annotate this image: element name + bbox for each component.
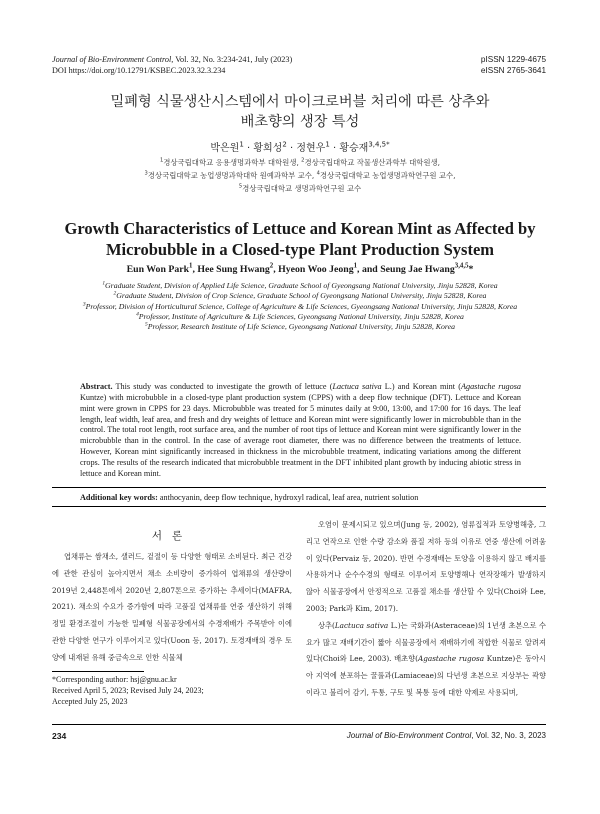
english-affiliation-mark: 3 <box>82 301 86 307</box>
text-run: L.) and Korean mint ( <box>381 382 461 391</box>
english-affiliation-text: Graduate Student, Division of Crop Science, Graduate School of Gyeongsang National University, Jinju 52828, Korea <box>116 291 487 301</box>
text-run: Kuntze) with microbubble in a closed-type plant production system (CPPS) with a deep flow technique (DFT). Lettuce and Korean mint were grown in CPPS for 23 days. Microbubble was treated for 5 minutes daily at 9:00, 13:00, and 17:00 for 16 days. The leaf length, leaf width, leaf area, and fresh and dry weights of lettuce and Korean mint were significantly lower in microbubble than in the control. The total root length, root surface area, and the number of root tips of lettuce and Korean mint were significantly lower in the microbubble than in the control. In the case of average root diameter, there was no difference between the treatments of lettuce. However, Korean mint significantly increased in thickness in the microbubble treatment, indicating variations among the different crops. The results of the research indicated that microbubble treatment in the DFT inhibited plant growth by inducing abiotic stress in lettuce and Korean mint. <box>80 392 521 478</box>
english-affiliation-mark: 1 <box>102 280 106 287</box>
korean-title-line-2: 배초향의 생장 특성 <box>240 114 360 130</box>
abstract <box>80 382 521 480</box>
footnote-rule <box>52 671 144 672</box>
korean-title-line-1: 밀폐형 식물생산시스템에서 마이크로버블 처리에 따른 상추와 <box>110 94 490 110</box>
english-author-separator: , and <box>357 264 381 275</box>
korean-author-affil-mark: 2 <box>282 140 287 149</box>
text-run: 상추( <box>318 620 335 630</box>
english-author-affil-mark: 1 <box>189 262 193 270</box>
footer-rule <box>52 724 546 725</box>
english-affiliation-line <box>58 322 542 332</box>
author-separator: · <box>329 143 340 154</box>
korean-affiliation-text: 경상국립대학교 농업생명과학대학 원예과학부 교수, <box>147 170 317 180</box>
korean-affiliation-text: 경상국립대학교 작물생산과학부 대학원생, <box>304 158 441 167</box>
english-author-name: Hyeon Woo Jeong <box>278 264 354 275</box>
body-paragraph <box>306 618 546 702</box>
korean-author-name: 정현우 <box>296 143 326 154</box>
english-title-line-2: Microbubble in a Closed-type Plant Production System <box>105 239 495 259</box>
korean-affiliation-line <box>40 170 560 183</box>
text-run: This study was conducted to investigate the growth of lettuce ( <box>112 382 333 391</box>
korean-authors <box>40 139 560 154</box>
scientific-name: Agastache rugosa <box>418 654 485 664</box>
text-run: L.)는 국화과(Asteraceae)의 1년생 초본으로 수요가 많고 재배기간이 짧아 식물공장에서 재배하기에 적합한 식물로 알려져 있다(Choi와 Lee, 2003). 배초향( <box>306 620 546 664</box>
korean-affiliation-mark: 3 <box>144 170 148 177</box>
page-number: 234 <box>52 731 67 741</box>
korean-author-name: 황희성 <box>253 143 283 154</box>
journal-header-left <box>52 54 292 76</box>
author-separator: · <box>243 143 254 154</box>
english-author-name: Seung Jae Hwang <box>380 264 455 275</box>
journal-header-right <box>481 54 546 76</box>
corresponding-author: *Corresponding author: hsj@gnu.ac.kr <box>52 675 177 684</box>
english-title <box>30 219 570 260</box>
korean-author-name: 박은원 <box>210 143 240 154</box>
pissn: pISSN 1229-4675 <box>480 55 546 64</box>
english-affiliation-mark: 5 <box>144 321 148 328</box>
korean-affiliation-line <box>40 157 560 170</box>
journal-citation: Journal of Bio-Environment Control, Vol. 32, No. 3:234-241, July (2023) <box>52 55 293 64</box>
scientific-name: Agastache rugosa <box>460 382 522 391</box>
korean-affiliation-text: 경상국립대학교 생명과학연구원 교수 <box>242 183 362 193</box>
english-author-affil-mark: 1 <box>353 262 358 270</box>
accepted-date: Accepted July 25, 2023 <box>52 697 128 706</box>
english-author-name: Eun Won Park <box>126 264 190 275</box>
keywords-label: Additional key words: <box>80 493 158 502</box>
english-author-separator: * <box>468 264 474 275</box>
section-heading-introduction: 서론 <box>151 530 193 542</box>
english-affiliation-text: Professor, Institute of Agriculture & Life Sciences, Gyeongsang National University, Jinju 52828, Korea <box>138 311 464 321</box>
english-author-separator: , <box>273 264 279 275</box>
eissn: eISSN 2765-3641 <box>480 66 546 75</box>
keywords <box>80 493 540 502</box>
body-paragraph <box>52 549 292 667</box>
english-author-separator: , <box>192 264 198 275</box>
english-affiliation-line <box>58 291 542 301</box>
scientific-name: Lactuca sativa <box>334 620 389 630</box>
scientific-name: Lactuca sativa <box>332 382 382 391</box>
english-affiliation-text: Professor, Division of Horticultural Science, College of Agriculture & Life Sciences, Gyeongsang National University, Jinju 52828, Korea <box>85 301 518 311</box>
english-affiliations <box>58 281 542 332</box>
korean-affiliation-text: 경상국립대학교 응용생명과학부 대학원생, <box>163 158 302 167</box>
abstract-body <box>80 382 521 478</box>
korean-title <box>40 92 560 132</box>
footer-journal: Journal of Bio-Environment Control, Vol. 32, No. 3, 2023 <box>346 731 546 740</box>
text-run: 엽채류는 쌈채소, 샐러드, 겉절이 등 다양한 형태로 소비된다. 최근 건강에 관한 관심이 높아지면서 채소 소비량이 증가하여 엽채류의 생산량이 2019년 2,448톤에서 2020년 2,807톤으로 증가하는 추세이다(MAFRA, 2021). 채소의 수요가 증가함에 따라 고품질 엽채류를 연중 생산하기 위해 정밀 환경조절이 가능한 밀폐형 식물공장에서의 수경재배가 주목받아 이에 관한 다양한 연구가 이루어지고 있다(Uoon 등, 2017). 토경재배의 경우 토양에 내재된 유해 중금속으로 인한 식물체 <box>52 552 292 662</box>
korean-author-affil-mark: 3,4,5* <box>368 140 390 149</box>
korean-affiliations <box>40 157 560 195</box>
korean-affiliation-mark: 5 <box>238 183 243 190</box>
korean-author-name: 황승재 <box>339 143 369 154</box>
korean-author-affil-mark: 1 <box>325 140 330 149</box>
english-title-line-1: Growth Characteristics of Lettuce and Korean Mint as Affected by <box>64 219 536 238</box>
english-affiliation-line <box>58 312 542 322</box>
english-affiliation-line <box>58 281 542 291</box>
author-separator: · <box>286 143 297 154</box>
korean-affiliation-mark: 1 <box>159 157 164 164</box>
korean-affiliation-line <box>40 183 560 196</box>
received-date: Received April 5, 2023; Revised July 24, 2023; <box>52 686 204 695</box>
english-affiliation-mark: 2 <box>113 290 117 297</box>
korean-affiliation-mark: 2 <box>301 157 305 164</box>
korean-author-affil-mark: 1 <box>239 140 244 149</box>
english-affiliation-text: Graduate Student, Division of Applied Life Science, Graduate School of Gyeongsang National University, Jinju 52828, Korea <box>105 281 498 290</box>
doi-link[interactable]: DOI https://doi.org/10.12791/KSBEC.2023.32.3.234 <box>52 66 226 75</box>
keywords-bottom-rule <box>52 506 546 507</box>
english-author-name: Hee Sung Hwang <box>197 264 270 275</box>
keywords-text: anthocyanin, deep flow technique, hydroxyl radical, leaf area, nutrient solution <box>157 493 419 502</box>
english-affiliation-mark: 4 <box>136 311 139 318</box>
english-author-affil-mark: 3,4,5 <box>454 262 469 270</box>
body-column-right <box>306 517 546 702</box>
body-column-left <box>52 549 292 667</box>
text-run: 오염이 문제시되고 있으며(Jung 등, 2002), 염류집적과 토양병해충, 그리고 연작으로 인한 수량 감소와 품질 저하 등의 이유로 연중 생산에 어려움이 있다(Pervaiz 등, 2020). 반면 수경재배는 토양을 이용하지 않고 배지를 사용하거나 순수수경의 형태로 이루어져 토양병해나 연작장해가 발생하지 않아 식물공장에서 안정적으로 고품질 채소를 생산할 수 있다(Choi와 Lee, 2003; Park과 Kim, 2017). <box>306 520 546 613</box>
abstract-label: Abstract. <box>80 382 113 391</box>
footnote <box>52 674 204 707</box>
english-affiliation-text: Professor, Research Institute of Life Science, Gyeongsang National University, Jinju 52828, Korea <box>147 322 456 332</box>
korean-affiliation-text: 경상국립대학교 농업생명과학연구원 교수, <box>319 170 456 180</box>
keywords-top-rule <box>52 487 546 488</box>
body-paragraph <box>306 517 546 618</box>
text-run: Kuntze)은 동아시아 지역에 분포하는 꿀풀과(Lamiaceae)의 다년생 초본으로 지상부는 곽향이라고 불리어 감기, 두통, 구토 및 복통 등에 대한 약제로 사용되며, <box>306 654 546 697</box>
english-affiliation-line <box>58 302 542 312</box>
korean-affiliation-mark: 4 <box>316 170 320 177</box>
english-authors <box>30 264 570 275</box>
english-author-affil-mark: 2 <box>269 262 274 270</box>
